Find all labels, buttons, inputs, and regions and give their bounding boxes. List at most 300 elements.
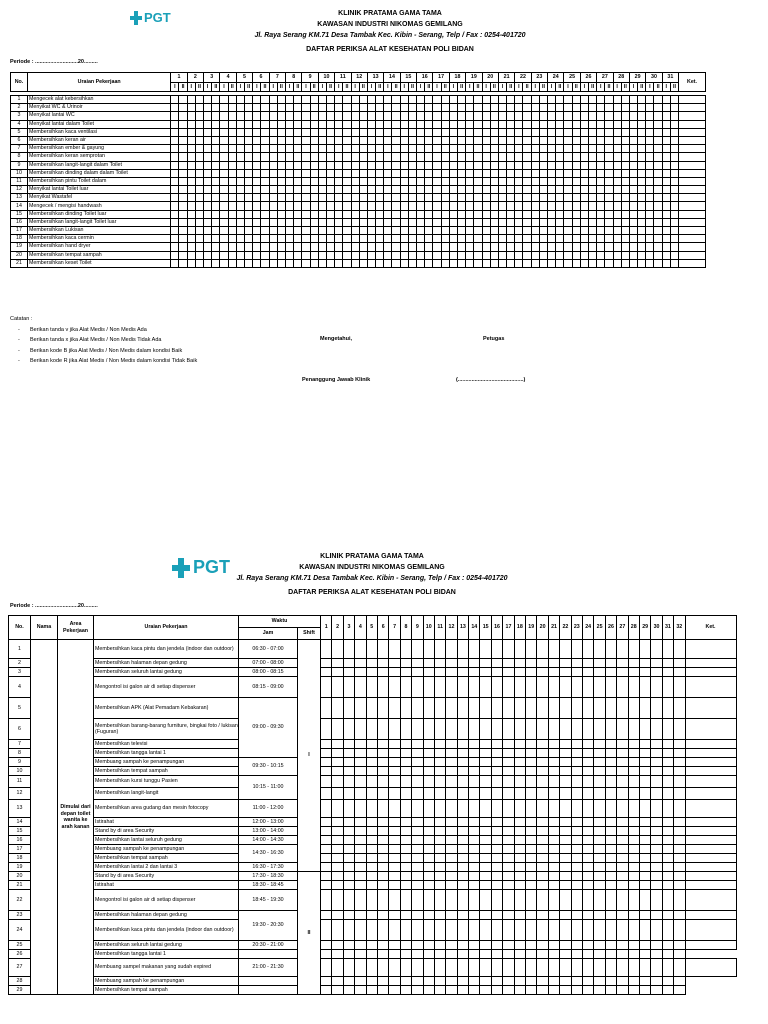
check-cell[interactable] <box>594 986 605 995</box>
check-cell[interactable] <box>446 959 457 977</box>
check-cell[interactable] <box>228 96 236 104</box>
check-cell[interactable] <box>441 235 449 243</box>
check-cell[interactable] <box>490 153 498 161</box>
check-cell[interactable] <box>514 677 525 698</box>
check-cell[interactable] <box>629 112 637 120</box>
check-cell[interactable] <box>670 136 678 144</box>
check-cell[interactable] <box>571 698 582 719</box>
check-cell[interactable] <box>384 227 392 235</box>
check-cell[interactable] <box>491 776 502 788</box>
check-cell[interactable] <box>482 218 490 226</box>
check-cell[interactable] <box>277 218 285 226</box>
check-cell[interactable] <box>449 112 457 120</box>
check-cell[interactable] <box>449 259 457 267</box>
check-cell[interactable] <box>359 177 367 185</box>
check-cell[interactable] <box>597 218 605 226</box>
check-cell[interactable] <box>253 136 261 144</box>
check-cell[interactable] <box>321 845 332 854</box>
check-cell[interactable] <box>376 161 384 169</box>
check-cell[interactable] <box>571 788 582 800</box>
check-cell[interactable] <box>335 235 343 243</box>
check-cell[interactable] <box>392 243 400 251</box>
check-cell[interactable] <box>571 767 582 776</box>
check-cell[interactable] <box>400 758 411 767</box>
check-cell[interactable] <box>613 169 621 177</box>
check-cell[interactable] <box>318 169 326 177</box>
check-cell[interactable] <box>629 251 637 259</box>
check-cell[interactable] <box>490 186 498 194</box>
check-cell[interactable] <box>507 136 515 144</box>
check-cell[interactable] <box>384 96 392 104</box>
check-cell[interactable] <box>621 177 629 185</box>
check-cell[interactable] <box>646 96 654 104</box>
check-cell[interactable] <box>548 911 559 920</box>
check-cell[interactable] <box>294 145 302 153</box>
check-cell[interactable] <box>480 959 491 977</box>
check-cell[interactable] <box>446 800 457 818</box>
check-cell[interactable] <box>204 128 212 136</box>
check-cell[interactable] <box>187 227 195 235</box>
check-cell[interactable] <box>423 863 434 872</box>
check-cell[interactable] <box>639 911 650 920</box>
check-cell[interactable] <box>277 112 285 120</box>
check-cell[interactable] <box>441 161 449 169</box>
check-cell[interactable] <box>539 186 547 194</box>
check-cell[interactable] <box>621 194 629 202</box>
check-cell[interactable] <box>195 210 203 218</box>
check-cell[interactable] <box>628 719 639 740</box>
check-cell[interactable] <box>457 920 468 941</box>
check-cell[interactable] <box>515 235 523 243</box>
check-cell[interactable] <box>572 251 580 259</box>
check-cell[interactable] <box>359 210 367 218</box>
check-cell[interactable] <box>514 941 525 950</box>
check-cell[interactable] <box>457 128 465 136</box>
check-cell[interactable] <box>332 698 343 719</box>
check-cell[interactable] <box>629 120 637 128</box>
check-cell[interactable] <box>646 259 654 267</box>
check-cell[interactable] <box>412 845 423 854</box>
check-cell[interactable] <box>583 776 594 788</box>
check-cell[interactable] <box>355 758 366 767</box>
check-cell[interactable] <box>617 818 628 827</box>
check-cell[interactable] <box>498 120 506 128</box>
check-cell[interactable] <box>617 800 628 818</box>
check-cell[interactable] <box>662 767 673 776</box>
check-cell[interactable] <box>457 959 468 977</box>
check-cell[interactable] <box>446 719 457 740</box>
check-cell[interactable] <box>171 153 179 161</box>
check-cell[interactable] <box>639 668 650 677</box>
check-cell[interactable] <box>537 950 548 959</box>
check-cell[interactable] <box>670 128 678 136</box>
ket-cell[interactable] <box>685 854 736 863</box>
check-cell[interactable] <box>204 235 212 243</box>
check-cell[interactable] <box>335 251 343 259</box>
check-cell[interactable] <box>195 112 203 120</box>
check-cell[interactable] <box>351 104 359 112</box>
check-cell[interactable] <box>343 104 351 112</box>
check-cell[interactable] <box>171 120 179 128</box>
check-cell[interactable] <box>474 104 482 112</box>
check-cell[interactable] <box>594 758 605 767</box>
check-cell[interactable] <box>662 872 673 881</box>
check-cell[interactable] <box>457 161 465 169</box>
check-cell[interactable] <box>310 104 318 112</box>
check-cell[interactable] <box>425 120 433 128</box>
check-cell[interactable] <box>434 800 445 818</box>
check-cell[interactable] <box>302 161 310 169</box>
check-cell[interactable] <box>343 872 354 881</box>
check-cell[interactable] <box>351 218 359 226</box>
check-cell[interactable] <box>480 668 491 677</box>
check-cell[interactable] <box>343 698 354 719</box>
check-cell[interactable] <box>253 169 261 177</box>
check-cell[interactable] <box>605 836 616 845</box>
check-cell[interactable] <box>400 872 411 881</box>
check-cell[interactable] <box>376 169 384 177</box>
check-cell[interactable] <box>638 202 646 210</box>
check-cell[interactable] <box>335 136 343 144</box>
check-cell[interactable] <box>580 145 588 153</box>
check-cell[interactable] <box>423 959 434 977</box>
check-cell[interactable] <box>613 136 621 144</box>
check-cell[interactable] <box>359 251 367 259</box>
check-cell[interactable] <box>286 251 294 259</box>
check-cell[interactable] <box>571 977 582 986</box>
check-cell[interactable] <box>376 251 384 259</box>
check-cell[interactable] <box>400 890 411 911</box>
check-cell[interactable] <box>490 136 498 144</box>
check-cell[interactable] <box>580 161 588 169</box>
check-cell[interactable] <box>335 96 343 104</box>
check-cell[interactable] <box>469 776 480 788</box>
check-cell[interactable] <box>261 96 269 104</box>
check-cell[interactable] <box>639 677 650 698</box>
check-cell[interactable] <box>507 104 515 112</box>
check-cell[interactable] <box>335 145 343 153</box>
check-cell[interactable] <box>503 959 514 977</box>
check-cell[interactable] <box>171 202 179 210</box>
check-cell[interactable] <box>556 112 564 120</box>
check-cell[interactable] <box>286 243 294 251</box>
check-cell[interactable] <box>179 177 187 185</box>
check-cell[interactable] <box>446 749 457 758</box>
check-cell[interactable] <box>629 128 637 136</box>
check-cell[interactable] <box>474 169 482 177</box>
check-cell[interactable] <box>228 136 236 144</box>
check-cell[interactable] <box>326 251 334 259</box>
check-cell[interactable] <box>321 776 332 788</box>
check-cell[interactable] <box>491 872 502 881</box>
check-cell[interactable] <box>366 659 377 668</box>
check-cell[interactable] <box>253 186 261 194</box>
check-cell[interactable] <box>204 218 212 226</box>
check-cell[interactable] <box>318 186 326 194</box>
check-cell[interactable] <box>564 243 572 251</box>
check-cell[interactable] <box>503 872 514 881</box>
check-cell[interactable] <box>531 259 539 267</box>
check-cell[interactable] <box>245 186 253 194</box>
check-cell[interactable] <box>613 161 621 169</box>
check-cell[interactable] <box>548 136 556 144</box>
check-cell[interactable] <box>326 136 334 144</box>
check-cell[interactable] <box>261 136 269 144</box>
check-cell[interactable] <box>605 911 616 920</box>
check-cell[interactable] <box>526 719 537 740</box>
check-cell[interactable] <box>662 677 673 698</box>
check-cell[interactable] <box>359 153 367 161</box>
check-cell[interactable] <box>674 881 685 890</box>
check-cell[interactable] <box>212 235 220 243</box>
check-cell[interactable] <box>537 977 548 986</box>
check-cell[interactable] <box>503 890 514 911</box>
check-cell[interactable] <box>580 218 588 226</box>
check-cell[interactable] <box>408 194 416 202</box>
check-cell[interactable] <box>366 818 377 827</box>
check-cell[interactable] <box>355 890 366 911</box>
check-cell[interactable] <box>629 136 637 144</box>
check-cell[interactable] <box>384 112 392 120</box>
check-cell[interactable] <box>187 145 195 153</box>
check-cell[interactable] <box>580 235 588 243</box>
check-cell[interactable] <box>572 186 580 194</box>
check-cell[interactable] <box>318 112 326 120</box>
check-cell[interactable] <box>412 677 423 698</box>
check-cell[interactable] <box>548 836 559 845</box>
check-cell[interactable] <box>480 827 491 836</box>
check-cell[interactable] <box>408 145 416 153</box>
check-cell[interactable] <box>515 202 523 210</box>
check-cell[interactable] <box>318 177 326 185</box>
check-cell[interactable] <box>638 136 646 144</box>
check-cell[interactable] <box>343 758 354 767</box>
check-cell[interactable] <box>526 818 537 827</box>
check-cell[interactable] <box>605 890 616 911</box>
check-cell[interactable] <box>457 218 465 226</box>
check-cell[interactable] <box>355 640 366 659</box>
check-cell[interactable] <box>457 800 468 818</box>
check-cell[interactable] <box>629 145 637 153</box>
check-cell[interactable] <box>469 740 480 749</box>
check-cell[interactable] <box>335 128 343 136</box>
check-cell[interactable] <box>446 668 457 677</box>
check-cell[interactable] <box>548 986 559 995</box>
check-cell[interactable] <box>343 749 354 758</box>
ket-cell[interactable] <box>679 194 706 202</box>
check-cell[interactable] <box>638 194 646 202</box>
check-cell[interactable] <box>326 243 334 251</box>
check-cell[interactable] <box>171 161 179 169</box>
check-cell[interactable] <box>503 740 514 749</box>
check-cell[interactable] <box>507 161 515 169</box>
check-cell[interactable] <box>446 836 457 845</box>
check-cell[interactable] <box>628 668 639 677</box>
check-cell[interactable] <box>253 210 261 218</box>
check-cell[interactable] <box>480 719 491 740</box>
check-cell[interactable] <box>392 153 400 161</box>
ket-cell[interactable] <box>685 749 736 758</box>
check-cell[interactable] <box>548 659 559 668</box>
check-cell[interactable] <box>335 202 343 210</box>
check-cell[interactable] <box>474 227 482 235</box>
check-cell[interactable] <box>594 950 605 959</box>
check-cell[interactable] <box>597 235 605 243</box>
check-cell[interactable] <box>417 136 425 144</box>
check-cell[interactable] <box>366 977 377 986</box>
check-cell[interactable] <box>539 161 547 169</box>
check-cell[interactable] <box>662 950 673 959</box>
check-cell[interactable] <box>423 677 434 698</box>
ket-cell[interactable] <box>679 136 706 144</box>
check-cell[interactable] <box>480 977 491 986</box>
check-cell[interactable] <box>355 872 366 881</box>
check-cell[interactable] <box>441 169 449 177</box>
check-cell[interactable] <box>412 890 423 911</box>
check-cell[interactable] <box>204 259 212 267</box>
check-cell[interactable] <box>446 977 457 986</box>
check-cell[interactable] <box>321 854 332 863</box>
check-cell[interactable] <box>498 210 506 218</box>
check-cell[interactable] <box>474 235 482 243</box>
check-cell[interactable] <box>302 153 310 161</box>
check-cell[interactable] <box>564 259 572 267</box>
check-cell[interactable] <box>220 128 228 136</box>
check-cell[interactable] <box>366 863 377 872</box>
check-cell[interactable] <box>400 854 411 863</box>
check-cell[interactable] <box>228 259 236 267</box>
check-cell[interactable] <box>318 153 326 161</box>
check-cell[interactable] <box>474 120 482 128</box>
check-cell[interactable] <box>449 177 457 185</box>
check-cell[interactable] <box>515 96 523 104</box>
check-cell[interactable] <box>490 210 498 218</box>
check-cell[interactable] <box>503 854 514 863</box>
check-cell[interactable] <box>423 920 434 941</box>
check-cell[interactable] <box>597 161 605 169</box>
check-cell[interactable] <box>531 202 539 210</box>
check-cell[interactable] <box>583 950 594 959</box>
check-cell[interactable] <box>351 153 359 161</box>
check-cell[interactable] <box>343 153 351 161</box>
check-cell[interactable] <box>503 659 514 668</box>
check-cell[interactable] <box>662 986 673 995</box>
check-cell[interactable] <box>617 719 628 740</box>
ket-cell[interactable] <box>685 818 736 827</box>
check-cell[interactable] <box>628 640 639 659</box>
check-cell[interactable] <box>539 112 547 120</box>
check-cell[interactable] <box>491 788 502 800</box>
check-cell[interactable] <box>457 235 465 243</box>
ket-cell[interactable] <box>679 177 706 185</box>
check-cell[interactable] <box>392 169 400 177</box>
check-cell[interactable] <box>629 194 637 202</box>
check-cell[interactable] <box>377 788 388 800</box>
check-cell[interactable] <box>457 136 465 144</box>
check-cell[interactable] <box>286 96 294 104</box>
check-cell[interactable] <box>526 749 537 758</box>
check-cell[interactable] <box>503 941 514 950</box>
check-cell[interactable] <box>351 161 359 169</box>
check-cell[interactable] <box>425 96 433 104</box>
check-cell[interactable] <box>310 112 318 120</box>
check-cell[interactable] <box>384 145 392 153</box>
check-cell[interactable] <box>195 145 203 153</box>
check-cell[interactable] <box>628 863 639 872</box>
check-cell[interactable] <box>638 112 646 120</box>
check-cell[interactable] <box>480 698 491 719</box>
check-cell[interactable] <box>253 259 261 267</box>
check-cell[interactable] <box>654 194 662 202</box>
check-cell[interactable] <box>187 243 195 251</box>
check-cell[interactable] <box>204 169 212 177</box>
check-cell[interactable] <box>433 186 441 194</box>
check-cell[interactable] <box>503 788 514 800</box>
check-cell[interactable] <box>355 788 366 800</box>
check-cell[interactable] <box>332 959 343 977</box>
check-cell[interactable] <box>277 243 285 251</box>
check-cell[interactable] <box>245 153 253 161</box>
check-cell[interactable] <box>526 863 537 872</box>
check-cell[interactable] <box>236 186 244 194</box>
check-cell[interactable] <box>651 872 662 881</box>
check-cell[interactable] <box>526 986 537 995</box>
check-cell[interactable] <box>261 128 269 136</box>
check-cell[interactable] <box>302 128 310 136</box>
check-cell[interactable] <box>503 977 514 986</box>
check-cell[interactable] <box>171 169 179 177</box>
check-cell[interactable] <box>449 186 457 194</box>
check-cell[interactable] <box>629 210 637 218</box>
check-cell[interactable] <box>423 845 434 854</box>
check-cell[interactable] <box>537 890 548 911</box>
check-cell[interactable] <box>269 194 277 202</box>
check-cell[interactable] <box>408 227 416 235</box>
check-cell[interactable] <box>639 959 650 977</box>
check-cell[interactable] <box>412 986 423 995</box>
check-cell[interactable] <box>662 145 670 153</box>
check-cell[interactable] <box>261 177 269 185</box>
ket-cell[interactable] <box>674 977 685 986</box>
check-cell[interactable] <box>377 941 388 950</box>
check-cell[interactable] <box>580 259 588 267</box>
check-cell[interactable] <box>639 863 650 872</box>
check-cell[interactable] <box>503 677 514 698</box>
check-cell[interactable] <box>400 251 408 259</box>
check-cell[interactable] <box>507 218 515 226</box>
check-cell[interactable] <box>377 659 388 668</box>
check-cell[interactable] <box>638 145 646 153</box>
check-cell[interactable] <box>548 202 556 210</box>
check-cell[interactable] <box>491 740 502 749</box>
check-cell[interactable] <box>629 186 637 194</box>
check-cell[interactable] <box>466 243 474 251</box>
check-cell[interactable] <box>384 153 392 161</box>
check-cell[interactable] <box>367 227 375 235</box>
check-cell[interactable] <box>539 136 547 144</box>
check-cell[interactable] <box>628 740 639 749</box>
check-cell[interactable] <box>366 920 377 941</box>
check-cell[interactable] <box>639 659 650 668</box>
check-cell[interactable] <box>605 698 616 719</box>
check-cell[interactable] <box>286 136 294 144</box>
check-cell[interactable] <box>526 872 537 881</box>
check-cell[interactable] <box>351 96 359 104</box>
check-cell[interactable] <box>253 218 261 226</box>
check-cell[interactable] <box>583 890 594 911</box>
check-cell[interactable] <box>594 668 605 677</box>
check-cell[interactable] <box>572 194 580 202</box>
